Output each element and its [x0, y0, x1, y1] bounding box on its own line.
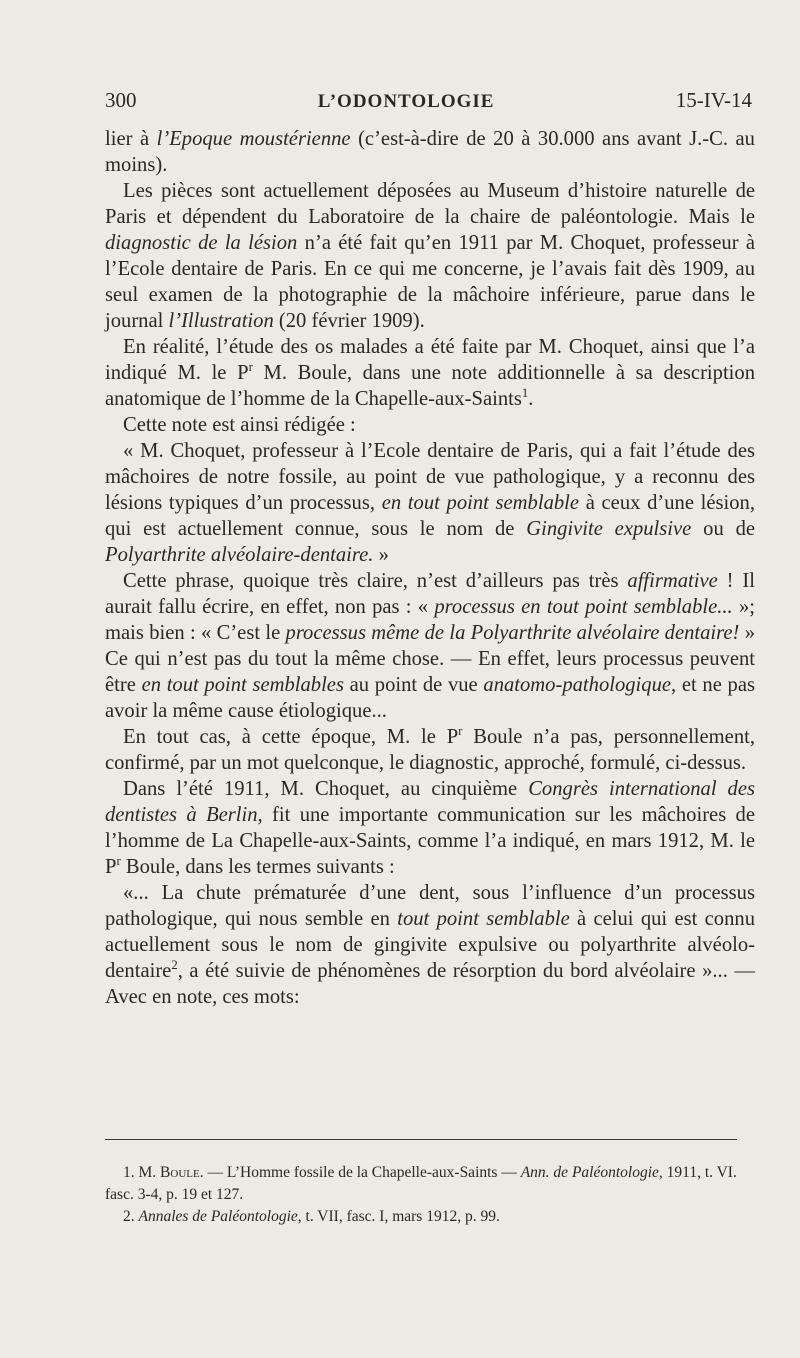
text-run: Les pièces sont actuellement déposées au Museum d’histoire naturelle de Paris et dépendent du Laboratoire de la chaire de paléontologie. Mais le	[105, 180, 755, 228]
italic-run: Ann. de Paléontologie,	[520, 1164, 663, 1181]
text-run: ! Il aurait fallu écrire, en effet, non pas : «	[105, 570, 755, 618]
italic-run: Annales de Paléontologie	[138, 1208, 298, 1225]
journal-title: L’ODONTOLOGIE	[317, 91, 495, 112]
text-run: à ceux d’une lésion, qui est actuellement connue, sous le nom de	[105, 492, 756, 540]
text-run: »	[373, 544, 389, 566]
text-run: Cette phrase, quoique très claire, n’est d’ailleurs pas très	[123, 570, 628, 592]
text-run: , a été suivie de phénomènes de résorption du bord alvéolaire »... — Avec en note, ces mots:	[105, 960, 755, 1008]
italic-run: l’Epoque moustérienne	[156, 128, 351, 150]
superscript: 2	[171, 958, 178, 973]
text-run: , t. VII, fasc. I, mars 1912, p. 99.	[297, 1208, 500, 1225]
paragraph	[105, 126, 755, 178]
text-run: fit une importante communication sur les mâchoires de l’homme de La Chapelle-aux-Saints, comme l’a indiqué, en mars 1912, M. le P	[105, 804, 755, 878]
paragraph	[105, 334, 755, 412]
author-name: Boule	[160, 1164, 200, 1181]
italic-run: Congrès international des dentistes à Berlin,	[105, 778, 756, 826]
footnote	[105, 1162, 755, 1206]
text-run: (c’est-à-dire de 20 à 30.000 ans avant J.-C. au moins).	[105, 128, 755, 176]
text-run: Boule n’a pas, personnellement, confirmé, par un mot quelconque, le diagnostic, approché, formulé, ci-dessus.	[105, 726, 755, 774]
italic-run: tout point semblable	[397, 908, 570, 930]
text-run: Boule, dans les termes suivants :	[120, 856, 395, 878]
footnote	[105, 1206, 755, 1228]
text-run: Dans l’été 1911, M. Choquet, au cinquième	[123, 778, 529, 800]
text-run: « M. Choquet, professeur à l’Ecole dentaire de Paris, qui a fait l’étude des mâchoires de notre fossile, au point de vue pathologique, y a reconnu des lésions typiques d’un processus,	[105, 440, 755, 514]
text-run: , et ne pas avoir la même cause étiologique...	[105, 674, 755, 722]
italic-run: en tout point semblable	[381, 492, 580, 514]
text-run: . — L’Homme fossile de la Chapelle-aux-Saints —	[199, 1164, 521, 1181]
text-run: (20 février 1909).	[273, 310, 425, 332]
text-run: Cette note est ainsi rédigée :	[123, 414, 356, 436]
paragraph	[105, 438, 755, 568]
italic-run: affirmative	[627, 570, 718, 592]
text-run: à celui qui est connu actuellement sous le nom de gingivite expulsive ou polyarthrite alvéolo-dentaire	[105, 908, 755, 982]
superscript: r	[116, 854, 121, 869]
italic-run: anatomo-pathologique	[483, 674, 672, 696]
paragraph	[105, 178, 755, 334]
text-run: au point de vue	[343, 674, 484, 696]
text-run: 2.	[123, 1208, 139, 1225]
footnote-rule	[105, 1139, 737, 1140]
text-run: 1. M.	[123, 1164, 161, 1181]
issue-date: 15-IV-14	[675, 88, 752, 112]
paragraph	[105, 412, 755, 438]
superscript: r	[248, 360, 253, 375]
body-text	[105, 126, 755, 1010]
text-run: En réalité, l’étude des os malades a été faite par M. Choquet, ainsi que l’a indiqué M. le P	[105, 336, 755, 384]
superscript: r	[458, 724, 463, 739]
italic-run: diagnostic de la lésion	[105, 232, 298, 254]
paragraph	[105, 880, 755, 1010]
paragraph	[105, 776, 755, 880]
text-run: lier à	[105, 128, 157, 150]
text-run: ou de	[691, 518, 756, 540]
paragraph	[105, 568, 755, 724]
paragraph	[105, 724, 755, 776]
text-run: En tout cas, à cette époque, M. le P	[123, 726, 459, 748]
text-run: » Ce qui n’est pas du tout la même chose. — En effet, leurs processus peuvent être	[105, 622, 755, 696]
footnotes	[105, 1162, 755, 1228]
italic-run: processus en tout point semblable...	[434, 596, 733, 618]
text-run: 1911, t. VI. fasc. 3-4, p. 19 et 127.	[105, 1164, 737, 1203]
text-run: n’a été fait qu’en 1911 par M. Choquet, professeur à l’Ecole dentaire de Paris. En ce qui me concerne, je l’avais fait dès 1909, au seul examen de la photographie de la mâchoire inférieure, parue dans le journal	[105, 232, 756, 332]
text-run: .	[528, 388, 534, 410]
text-run: »; mais bien : « C’est le	[105, 596, 755, 644]
page-number: 300	[105, 88, 137, 112]
text-run: «... La chute prématurée d’une dent, sous l’influence d’un processus pathologique, qui nous semble en	[105, 882, 755, 930]
italic-run: Gingivite expulsive	[526, 518, 692, 540]
italic-run: en tout point semblables	[141, 674, 344, 696]
running-header	[105, 88, 752, 113]
italic-run: processus même de la Polyarthrite alvéolaire dentaire!	[285, 622, 740, 644]
italic-run: l’Illustration	[168, 310, 274, 332]
italic-run: Polyarthrite alvéolaire-dentaire.	[105, 544, 374, 566]
text-run: M. Boule, dans une note additionnelle à sa description anatomique de l’homme de la Chapelle-aux-Saints	[105, 362, 755, 410]
superscript: 1	[521, 386, 529, 401]
